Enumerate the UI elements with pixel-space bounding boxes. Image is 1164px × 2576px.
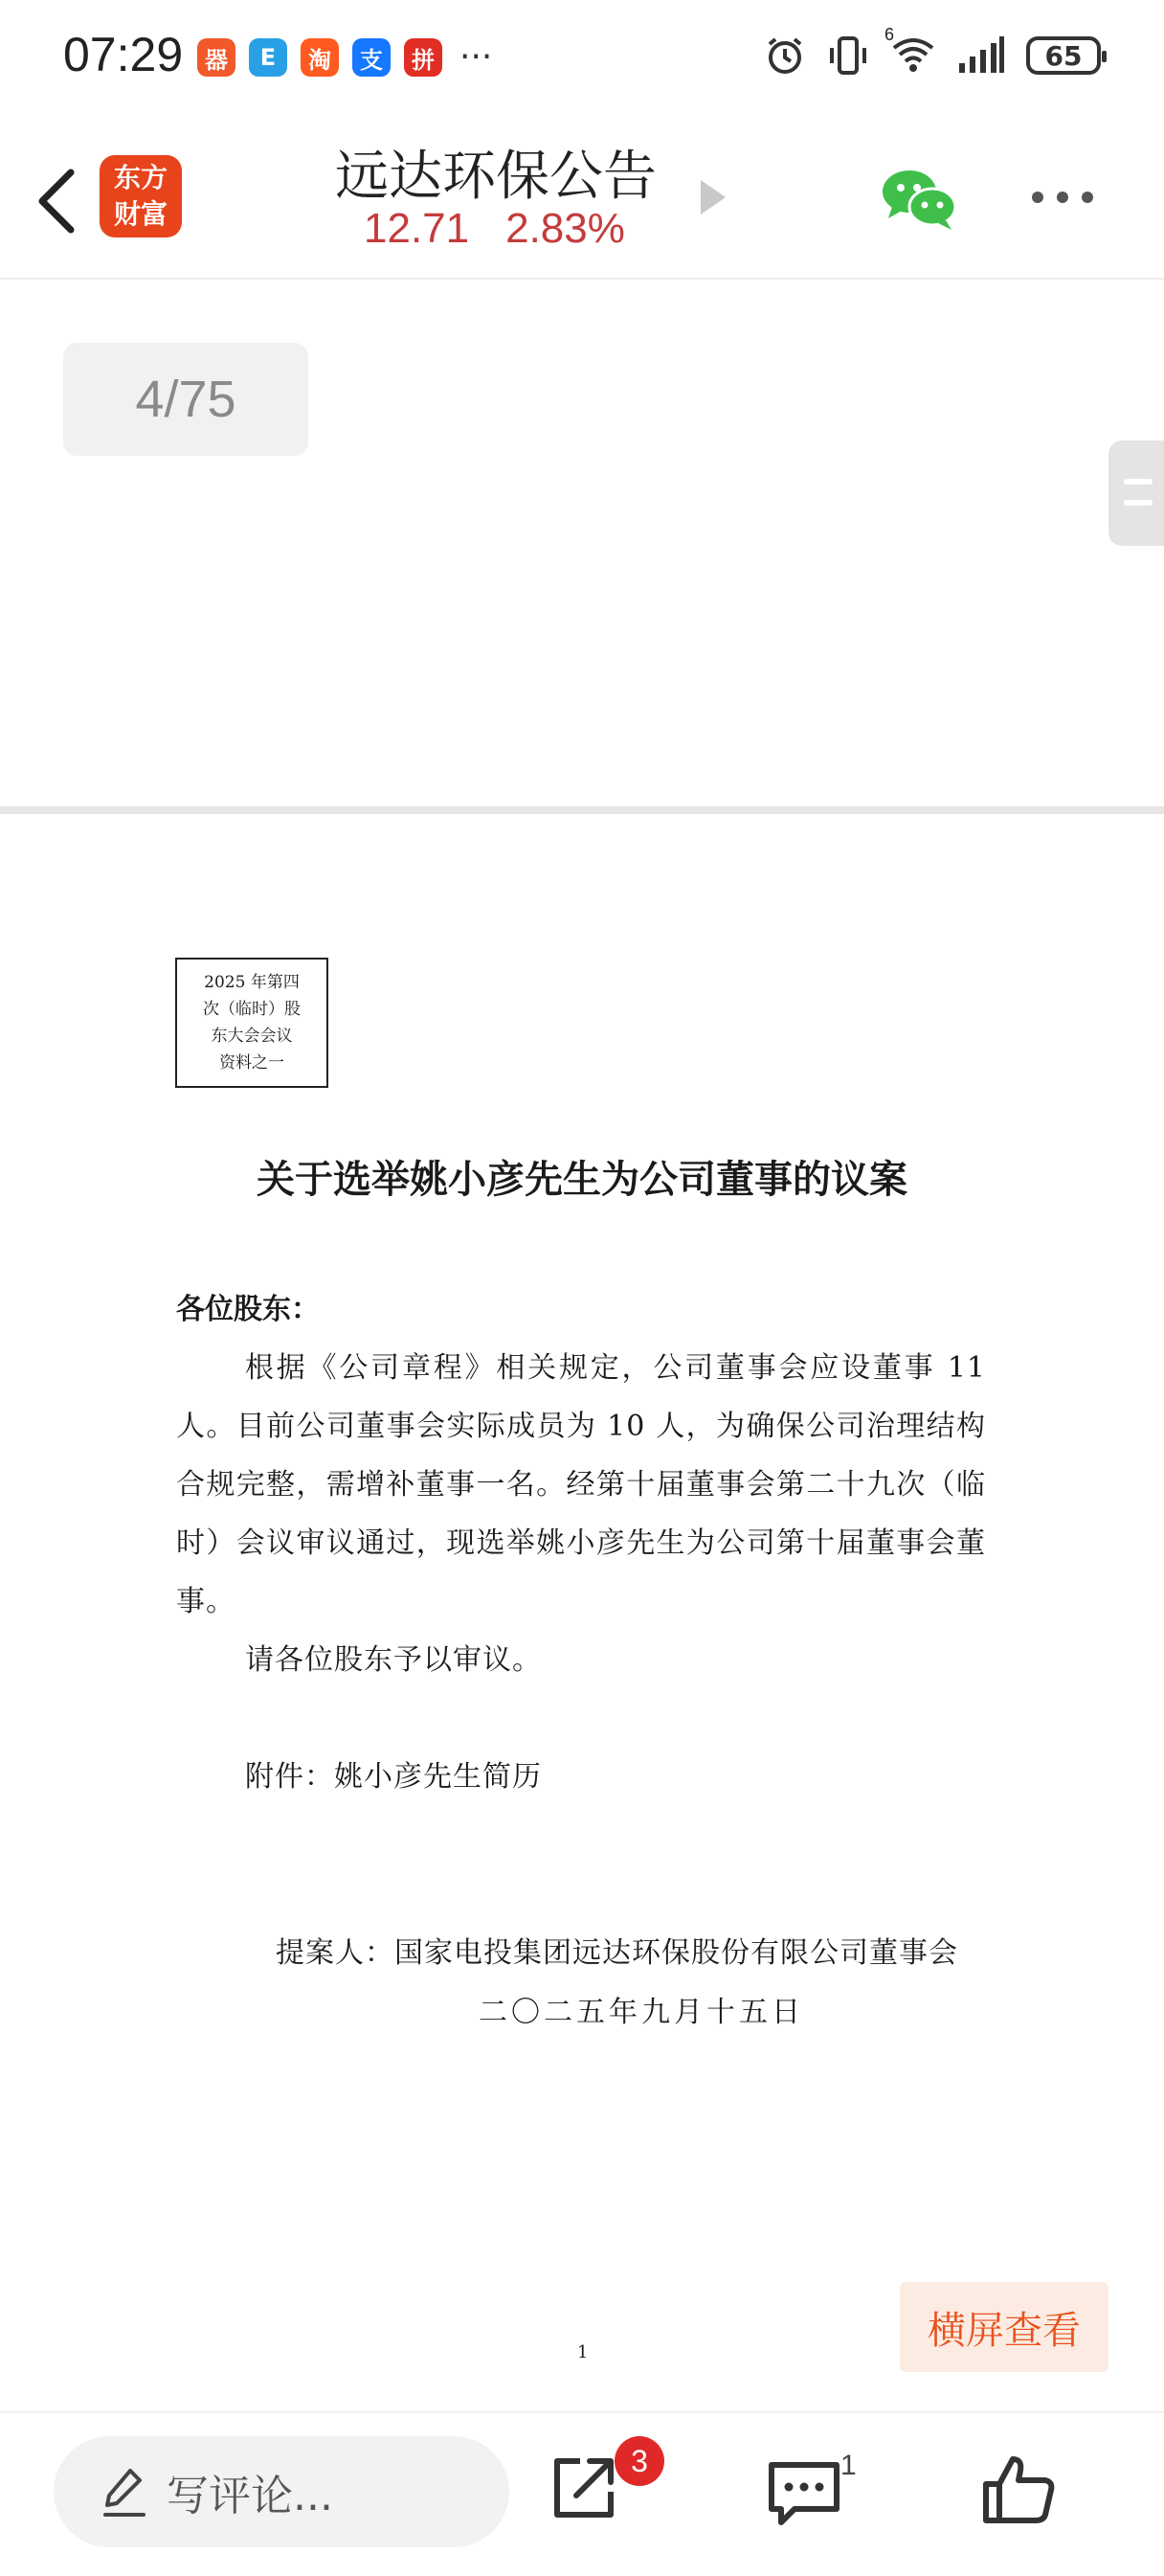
share-count-badge: 3 (615, 2436, 664, 2486)
status-bar (0, 0, 1164, 115)
label-line: 东大会会议 (211, 1027, 293, 1046)
page-divider (0, 806, 1164, 814)
pen-icon (101, 2465, 147, 2519)
comments-icon[interactable] (766, 2459, 842, 2528)
header-bar (0, 115, 1164, 280)
app-icon-5: 拼 (404, 38, 442, 77)
vibrate-icon (827, 34, 869, 77)
date-line: 二〇二五年九月十五日 (479, 1996, 804, 2029)
comment-placeholder: 写评论... (167, 2472, 333, 2520)
play-triangle-icon[interactable] (697, 176, 729, 218)
label-line: 2025 年第四 (204, 973, 300, 992)
alipay-icon: 支 (352, 38, 391, 77)
attachment-line: 附件：姚小彦先生简历 (245, 1760, 542, 1794)
taobao-icon: 淘 (301, 38, 339, 77)
comment-input[interactable] (54, 2436, 509, 2547)
proposer-line: 提案人：国家电投集团远达环保股份有限公司董事会 (276, 1936, 958, 1970)
request-line: 请各位股东予以审议。 (245, 1643, 542, 1677)
stock-quote[interactable] (364, 205, 625, 253)
stock-change: 2.83% (505, 205, 625, 252)
thumbs-up-icon[interactable] (980, 2453, 1057, 2526)
wifi-icon (890, 33, 936, 75)
alarm-icon (764, 34, 806, 77)
logo-text-line2: 财富 (113, 198, 168, 230)
document-label-box (175, 958, 328, 1088)
page-number: 1 (577, 2342, 589, 2362)
notification-app-icons (197, 38, 492, 77)
document-title: 关于选举姚小彦先生为公司董事的议案 (257, 1157, 907, 1202)
page-title: 远达环保公告 (335, 146, 657, 208)
status-right-group (764, 25, 1101, 79)
wifi-status (884, 25, 936, 79)
label-line: 次（临时）股 (203, 1000, 301, 1019)
network-generation-label: 6 (884, 25, 895, 44)
status-time: 07:29 (63, 28, 184, 81)
label-line: 资料之一 (219, 1053, 284, 1073)
page-counter: 4/75 (63, 343, 308, 456)
battery-indicator: 65 (1026, 36, 1101, 75)
bottom-action-bar (0, 2411, 1164, 2576)
landscape-view-button[interactable]: 横屏查看 (900, 2282, 1108, 2372)
comments-count: 1 (840, 2450, 857, 2481)
share-icon[interactable] (548, 2452, 620, 2524)
app-icon-2: E (249, 38, 287, 77)
more-notifications-icon: ··· (459, 37, 493, 77)
logo-text-line1: 东方 (113, 162, 168, 193)
side-drawer-handle[interactable] (1108, 441, 1164, 546)
stock-price: 12.71 (364, 205, 470, 252)
wechat-share-icon[interactable] (881, 165, 959, 234)
signal-icon (957, 34, 1005, 77)
more-options-icon[interactable] (1032, 192, 1093, 203)
salutation: 各位股东： (176, 1293, 320, 1326)
body-paragraph: 根据《公司章程》相关规定，公司董事会应设董事 11 人。目前公司董事会实际成员为 10 人，为确保公司治理结构合规完整，需增补董事一名。经第十届董事会第二十九次（临时）会议审议通过，现选举姚小彦先生为公司第十届董事会董事。 (176, 1351, 986, 1618)
app-icon-1: 器 (197, 38, 235, 77)
